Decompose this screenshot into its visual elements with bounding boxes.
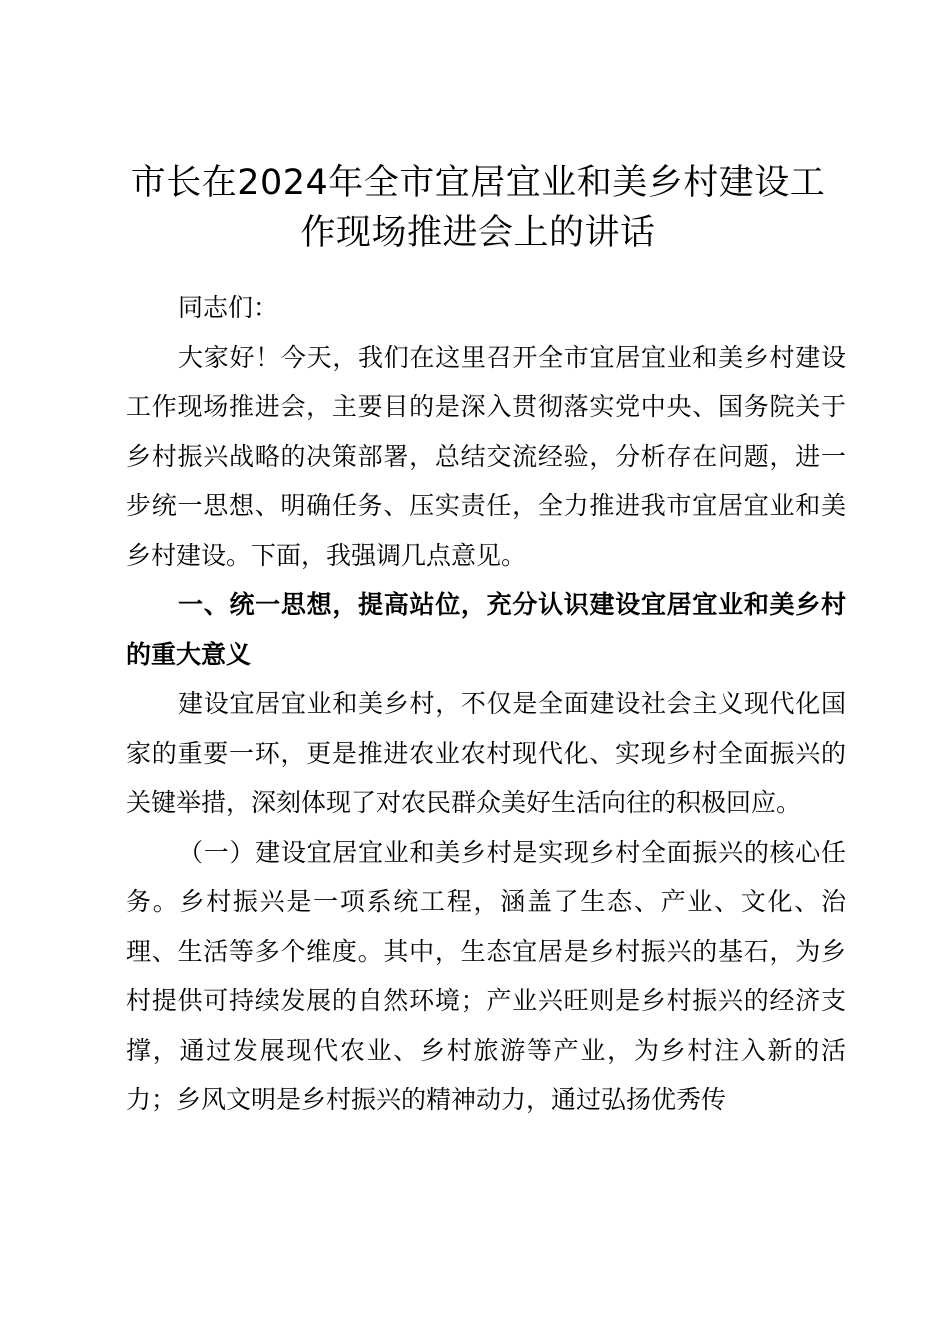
title-line-1: 市长在2024年全市宜居宜业和美乡村建设工	[130, 163, 826, 203]
paragraph-subsection-1: （一）建设宜居宜业和美乡村是实现乡村全面振兴的核心任务。乡村振兴是一项系统工程，涵盖了生态、产业、文化、治理、生活等多个维度。其中，生态宜居是乡村振兴的基石，为乡村提供可持续发展的自然环境；产业兴旺则是乡村振兴的经济支撑，通过发展现代农业、乡村旅游等产业，为乡村注入新的活力；乡风文明是乡村振兴的精神动力，通过弘扬优秀传	[126, 837, 846, 1114]
title-line-2: 作现场推进会上的讲话	[300, 213, 656, 253]
salutation: 同志们：	[178, 293, 279, 322]
document-body	[126, 283, 846, 1125]
paragraph-opening: 大家好！今天，我们在这里召开全市宜居宜业和美乡村建设工作现场推进会，主要目的是深入贯彻落实党中央、国务院关于乡村振兴战略的决策部署，总结交流经验，分析存在问题，进一步统一思想、明确任务、压实责任，全力推进我市宜居宜业和美乡村建设。下面，我强调几点意见。	[126, 342, 846, 570]
section-heading-1: 一、统一思想，提高站位，充分认识建设宜居宜业和美乡村的重大意义	[126, 590, 846, 669]
paragraph-section-1-intro: 建设宜居宜业和美乡村，不仅是全面建设社会主义现代化国家的重要一环，更是推进农业农村现代化、实现乡村全面振兴的关键举措，深刻体现了对农民群众美好生活向往的积极回应。	[126, 689, 846, 817]
document-title	[118, 158, 838, 258]
